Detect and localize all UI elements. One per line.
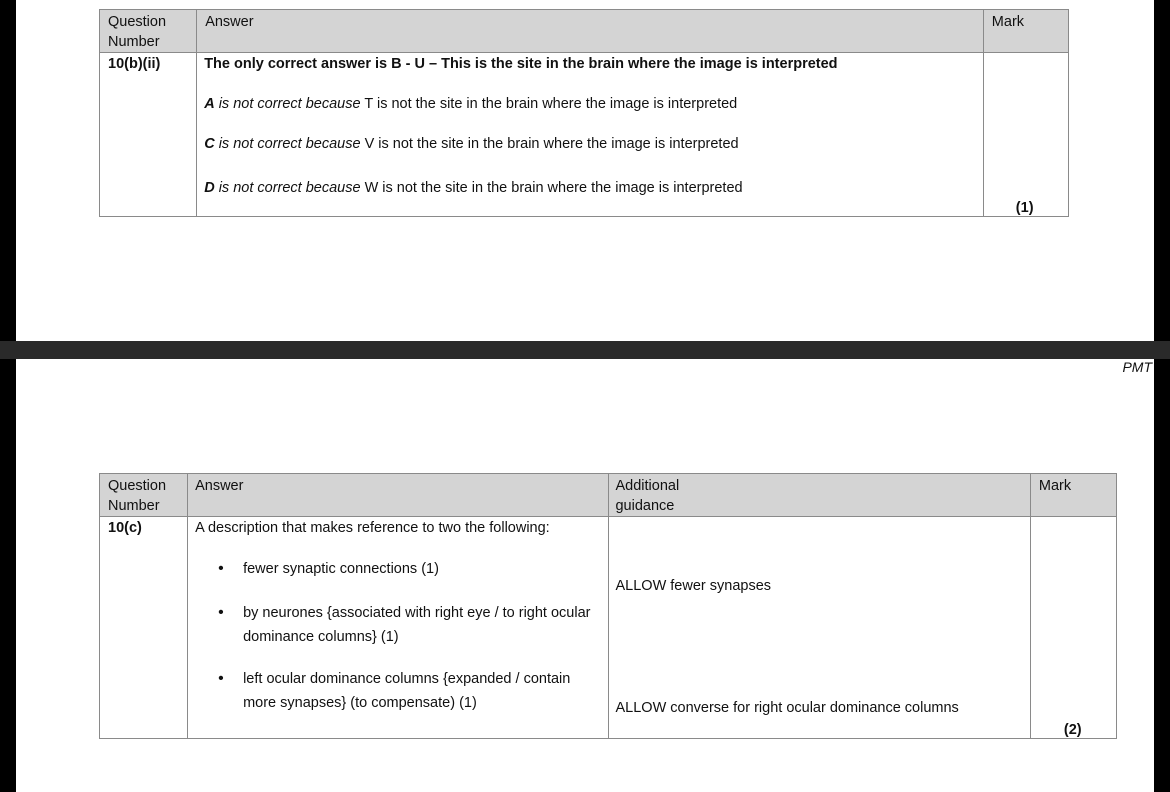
question-number-cell: 10(c) — [100, 517, 188, 739]
table-header-row — [100, 474, 1117, 517]
header-mark: Mark — [983, 10, 1068, 53]
table-row — [100, 517, 1117, 739]
page-separator — [0, 341, 1170, 359]
mark-value: (2) — [1063, 722, 1082, 738]
answer-intro: A description that makes reference to two the following: — [195, 520, 550, 536]
bullet-icon: • — [218, 560, 224, 577]
pmt-label: PMT — [1122, 359, 1152, 375]
mark-scheme-table-10c — [99, 473, 1117, 739]
bullet-icon: • — [218, 604, 224, 621]
distractor-d: D is not correct because W is not the site in the brain where the image is interpreted — [204, 180, 743, 196]
page-2 — [16, 359, 1154, 792]
header-question-number: Question Number — [100, 10, 197, 53]
bullet-icon: • — [218, 670, 224, 687]
mark-scheme-table-10b-ii — [99, 9, 1069, 217]
answer-cell: A description that makes reference to two the following: • fewer synaptic connections (1) • by neurones {associated with right eye / to right ocular dominance columns} (1) • left ocular dominance columns {expanded / contain more synapses} (to compensate) (1) — [188, 517, 609, 739]
header-mark: Mark — [1030, 474, 1116, 517]
guidance-cell — [609, 517, 1030, 739]
header-additional-guidance: Additional guidance — [609, 474, 1030, 517]
guidance-2: ALLOW converse for right ocular dominance columns — [615, 700, 959, 716]
answer-cell — [197, 53, 984, 217]
distractor-c: C is not correct because V is not the site in the brain where the image is interpreted — [204, 136, 739, 152]
mark-value: (1) — [1015, 200, 1034, 216]
distractor-a: A is not correct because T is not the site in the brain where the image is interpreted — [204, 96, 738, 112]
question-number-cell: 10(b)(ii) — [100, 53, 197, 217]
mark-cell — [1030, 517, 1116, 739]
correct-answer: The only correct answer is B - U – This is the site in the brain where the image is interpreted — [204, 56, 838, 72]
header-answer: Answer — [188, 474, 609, 517]
header-answer: Answer — [197, 10, 984, 53]
table-header-row — [100, 10, 1069, 53]
mark-cell — [983, 53, 1068, 217]
table-row — [100, 53, 1069, 217]
page-1 — [16, 0, 1154, 341]
guidance-1: ALLOW fewer synapses — [615, 578, 772, 594]
header-question-number: Question Number — [100, 474, 188, 517]
